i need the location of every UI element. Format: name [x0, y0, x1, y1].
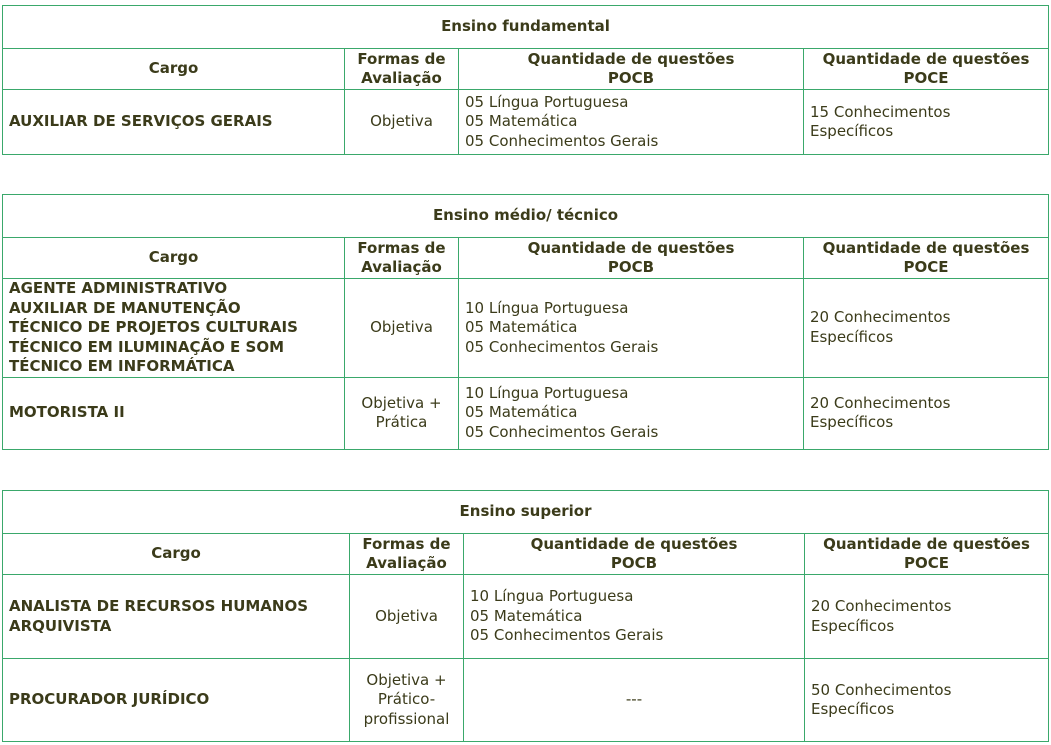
header-cargo: Cargo: [3, 238, 345, 279]
cargo-cell: PROCURADOR JURÍDICO: [3, 659, 350, 742]
table-row: [3, 575, 1049, 659]
header-pocb: Quantidade de questões POCB: [459, 49, 804, 90]
table-title: Ensino médio/ técnico: [3, 195, 1049, 238]
header-pocb: Quantidade de questões POCB: [464, 534, 805, 575]
header-cargo: Cargo: [3, 49, 345, 90]
forma-cell: Objetiva + Prático- profissional: [350, 659, 464, 742]
header-poce: Quantidade de questões POCE: [804, 238, 1049, 279]
table-row: [3, 279, 1049, 378]
cargo-cell: MOTORISTA II: [3, 377, 345, 449]
pocb-cell: 05 Língua Portuguesa 05 Matemática 05 Conhecimentos Gerais: [459, 90, 804, 155]
table-ensino-medio: [2, 194, 1049, 450]
poce-cell: 15 Conhecimentos Específicos: [804, 90, 1049, 155]
forma-cell: Objetiva: [345, 90, 459, 155]
poce-cell: 20 Conhecimentos Específicos: [804, 377, 1049, 449]
pocb-cell: 10 Língua Portuguesa 05 Matemática 05 Conhecimentos Gerais: [459, 279, 804, 378]
header-formas: Formas de Avaliação: [345, 238, 459, 279]
cargo-cell: AUXILIAR DE SERVIÇOS GERAIS: [3, 90, 345, 155]
cargo-cell: ANALISTA DE RECURSOS HUMANOS ARQUIVISTA: [3, 575, 350, 659]
table-row: [3, 90, 1049, 155]
pocb-cell: ---: [464, 659, 805, 742]
poce-cell: 20 Conhecimentos Específicos: [804, 279, 1049, 378]
pocb-cell: 10 Língua Portuguesa 05 Matemática 05 Conhecimentos Gerais: [459, 377, 804, 449]
forma-cell: Objetiva + Prática: [345, 377, 459, 449]
forma-cell: Objetiva: [350, 575, 464, 659]
header-formas: Formas de Avaliação: [345, 49, 459, 90]
table-ensino-superior: [2, 490, 1049, 742]
header-pocb: Quantidade de questões POCB: [459, 238, 804, 279]
table-ensino-fundamental: [2, 5, 1049, 155]
header-poce: Quantidade de questões POCE: [804, 49, 1049, 90]
pocb-cell: 10 Língua Portuguesa 05 Matemática 05 Conhecimentos Gerais: [464, 575, 805, 659]
table-row: [3, 377, 1049, 449]
table-row: [3, 659, 1049, 742]
header-cargo: Cargo: [3, 534, 350, 575]
table-title: Ensino superior: [3, 491, 1049, 534]
cargo-cell: AGENTE ADMINISTRATIVO AUXILIAR DE MANUTENÇÃO TÉCNICO DE PROJETOS CULTURAIS TÉCNICO EM ILUMINAÇÃO E SOM TÉCNICO EM INFORMÁTICA: [3, 279, 345, 378]
header-formas: Formas de Avaliação: [350, 534, 464, 575]
poce-cell: 50 Conhecimentos Específicos: [805, 659, 1049, 742]
table-title: Ensino fundamental: [3, 6, 1049, 49]
header-poce: Quantidade de questões POCE: [805, 534, 1049, 575]
forma-cell: Objetiva: [345, 279, 459, 378]
poce-cell: 20 Conhecimentos Específicos: [805, 575, 1049, 659]
